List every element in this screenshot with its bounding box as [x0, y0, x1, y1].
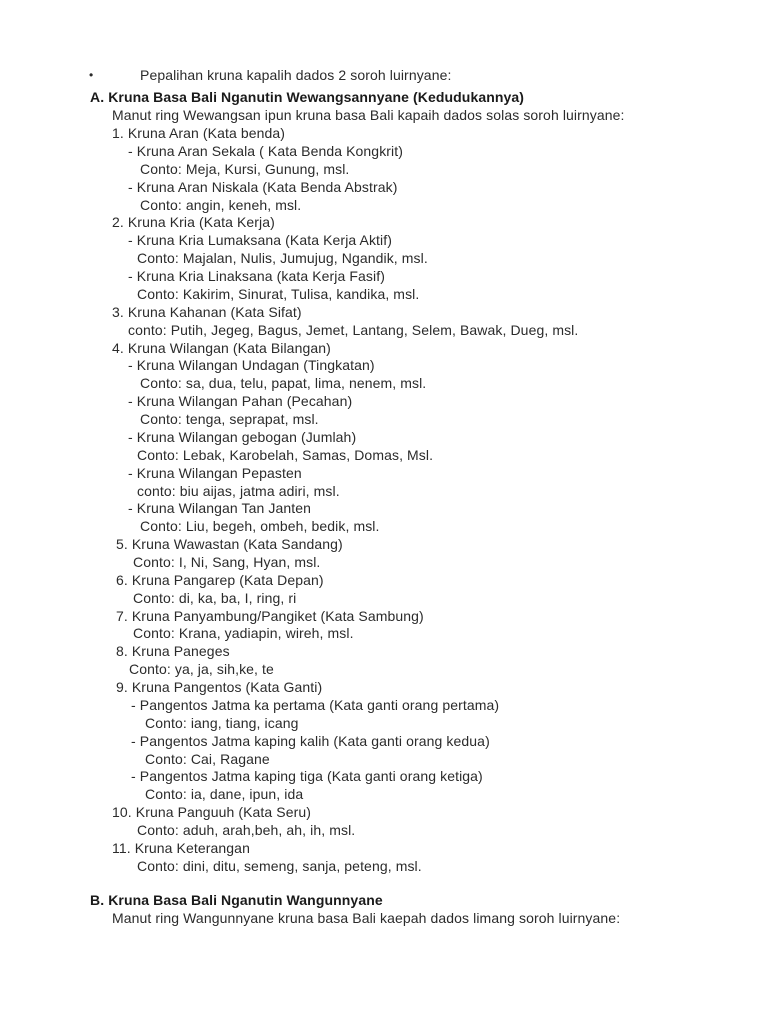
conto-line: conto: biu aijas, jatma adiri, msl. [137, 483, 340, 499]
kruna-aran-niskala-line: - Kruna Aran Niskala (Kata Benda Abstrak) [128, 179, 398, 195]
kruna-kria-line: 2. Kruna Kria (Kata Kerja) [112, 214, 275, 230]
conto-line: conto: Putih, Jegeg, Bagus, Jemet, Lantang, Selem, Bawak, Dueg, msl. [128, 322, 579, 338]
kruna-kria-linaksana-line: - Kruna Kria Linaksana (kata Kerja Fasif) [128, 268, 385, 284]
conto-line: Conto: Lebak, Karobelah, Samas, Domas, Msl. [137, 447, 434, 463]
intro-text: Pepalihan kruna kapalih dados 2 soroh luirnyane: [140, 67, 452, 83]
kruna-kahanan-line: 3. Kruna Kahanan (Kata Sifat) [112, 304, 302, 320]
conto-line: Conto: ya, ja, sih,ke, te [129, 661, 274, 677]
kruna-wilangan-pepasten-line: - Kruna Wilangan Pepasten [128, 465, 302, 481]
conto-line: Conto: Cai, Ragane [145, 751, 270, 767]
kruna-wilangan-pahan-line: - Kruna Wilangan Pahan (Pecahan) [128, 393, 353, 409]
pangentos-jatma-pertama-line: - Pangentos Jatma ka pertama (Kata ganti orang pertama) [131, 697, 500, 713]
conto-line: Conto: iang, tiang, icang [145, 715, 299, 731]
conto-line: Conto: Meja, Kursi, Gunung, msl. [140, 161, 350, 177]
kruna-pangentos-line: 9. Kruna Pangentos (Kata Ganti) [116, 679, 323, 695]
section-b-heading: B. Kruna Basa Bali Nganutin Wangunnyane [90, 892, 383, 908]
conto-line: Conto: di, ka, ba, I, ring, ri [133, 590, 297, 606]
kruna-panyambung-line: 7. Kruna Panyambung/Pangiket (Kata Sambung) [116, 608, 424, 624]
conto-line: Conto: dini, ditu, semeng, sanja, peteng, msl. [137, 858, 422, 874]
conto-line: Conto: I, Ni, Sang, Hyan, msl. [133, 554, 321, 570]
conto-line: Conto: tenga, seprapat, msl. [140, 411, 319, 427]
kruna-wilangan-line: 4. Kruna Wilangan (Kata Bilangan) [112, 340, 331, 356]
kruna-panguuh-line: 10. Kruna Panguuh (Kata Seru) [112, 804, 312, 820]
section-a-intro: Manut ring Wewangsan ipun kruna basa Bali kapaih dados solas soroh luirnyane: [112, 107, 625, 123]
conto-line: Conto: sa, dua, telu, papat, lima, nenem, msl. [140, 375, 427, 391]
conto-line: Conto: Krana, yadiapin, wireh, msl. [133, 625, 354, 641]
section-b-intro: Manut ring Wangunnyane kruna basa Bali kaepah dados limang soroh luirnyane: [112, 910, 621, 926]
kruna-wilangan-undagan-line: - Kruna Wilangan Undagan (Tingkatan) [128, 357, 375, 373]
pangentos-jatma-kedua-line: - Pangentos Jatma kaping kalih (Kata ganti orang kedua) [131, 733, 490, 749]
kruna-keterangan-line: 11. Kruna Keterangan [112, 840, 250, 856]
kruna-aran-line: 1. Kruna Aran (Kata benda) [112, 125, 286, 141]
kruna-wawastan-line: 5. Kruna Wawastan (Kata Sandang) [116, 536, 343, 552]
kruna-kria-lumaksana-line: - Kruna Kria Lumaksana (Kata Kerja Aktif) [128, 232, 392, 248]
kruna-pangarep-line: 6. Kruna Pangarep (Kata Depan) [116, 572, 324, 588]
conto-line: Conto: Liu, begeh, ombeh, bedik, msl. [140, 518, 380, 534]
kruna-wilangan-tan-janten-line: - Kruna Wilangan Tan Janten [128, 500, 311, 516]
kruna-aran-sekala-line: - Kruna Aran Sekala ( Kata Benda Kongkrit) [128, 143, 404, 159]
pangentos-jatma-ketiga-line: - Pangentos Jatma kaping tiga (Kata ganti orang ketiga) [131, 768, 483, 784]
conto-line: Conto: Kakirim, Sinurat, Tulisa, kandika, msl. [137, 286, 420, 302]
kruna-wilangan-gebogan-line: - Kruna Wilangan gebogan (Jumlah) [128, 429, 357, 445]
section-a-heading: A. Kruna Basa Bali Nganutin Wewangsannyane (Kedudukannya) [90, 89, 525, 105]
kruna-paneges-line: 8. Kruna Paneges [116, 643, 230, 659]
conto-line: Conto: aduh, arah,beh, ah, ih, msl. [137, 822, 356, 838]
bullet-marker: • [89, 68, 94, 82]
conto-line: Conto: angin, keneh, msl. [140, 197, 302, 213]
conto-line: Conto: Majalan, Nulis, Jumujug, Ngandik, msl. [137, 250, 428, 266]
conto-line: Conto: ia, dane, ipun, ida [145, 786, 304, 802]
